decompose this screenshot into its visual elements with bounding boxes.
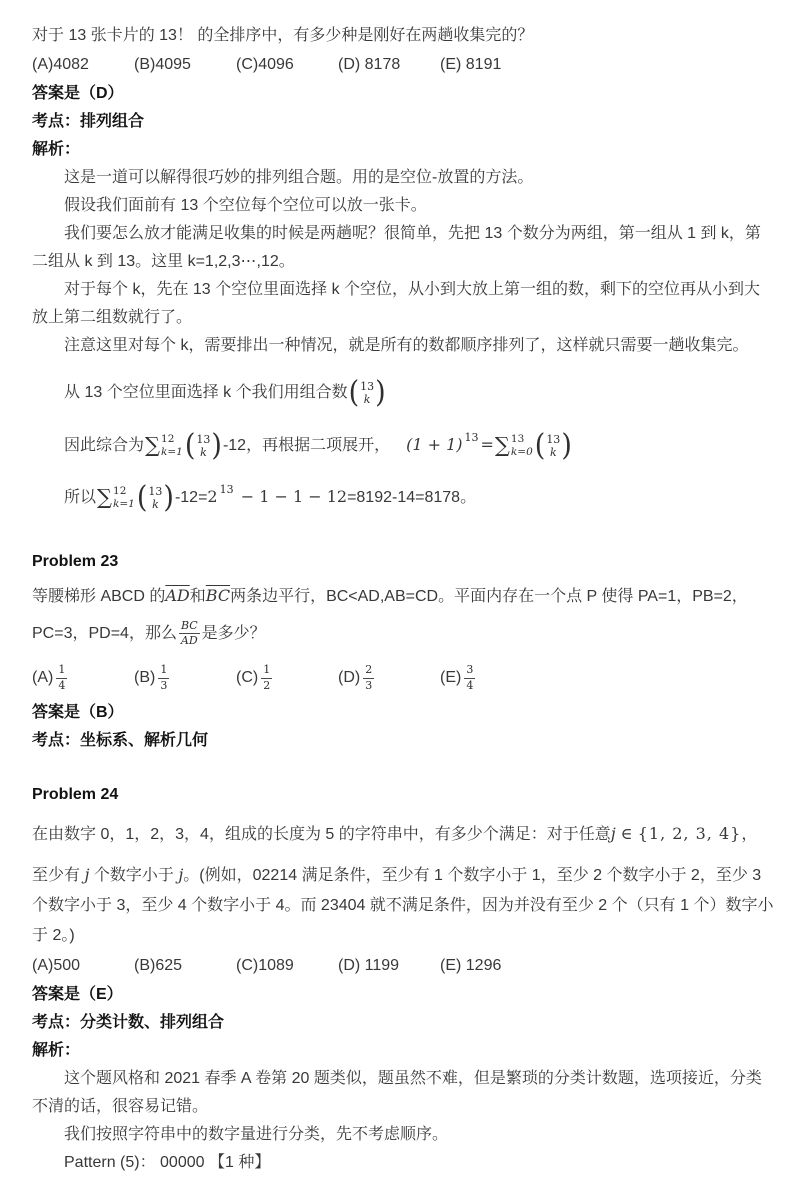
sigma-glyph: ∑ (145, 433, 161, 458)
binomial-stack (147, 485, 163, 511)
fraction-numerator: BC (179, 619, 200, 634)
variable-j: j (178, 865, 184, 884)
question-text: 在由数字 0，1，2，3，4，组成的长度为 5 的字符串中，有多少个满足：对于任意 (32, 826, 611, 843)
binomial-bottom: k (200, 445, 207, 459)
p24-options-row (32, 951, 775, 981)
p22-answer-line: 答案是（D） (32, 85, 124, 102)
exponent: 13 (219, 483, 234, 496)
sum-lower-limit: k=1 (113, 497, 135, 510)
binomial-top: 13 (196, 432, 211, 446)
problem-24-section (32, 781, 775, 1177)
summation-symbol (97, 485, 135, 511)
binomial-expansion-base: (1 + 1) (406, 435, 463, 454)
right-paren: ) (211, 428, 222, 464)
option-fraction (464, 663, 475, 693)
fraction-numerator: 2 (363, 663, 374, 678)
p22-paragraph-3: 我们要怎么放才能满足收集的时候是两趟呢？很简单，先把 13 个数分为两组，第一组从 1 到 k，第二组从 k 到 13。这里 k=1,2,3⋯,12。 (32, 225, 761, 270)
p24-question-line-1 (32, 819, 775, 850)
formula-text: =8192-14=8178。 (347, 489, 477, 506)
ratio-fraction (179, 619, 200, 649)
p23-heading: Problem 23 (32, 553, 119, 570)
p22-formula-2 (64, 422, 775, 470)
fraction-denominator: AD (180, 634, 198, 648)
fraction-denominator: 3 (160, 678, 168, 692)
sum-upper-limit: 13 (510, 432, 525, 445)
summation-symbol (495, 433, 533, 459)
option-label: (D) (338, 669, 361, 686)
sum-upper-limit: 12 (113, 484, 127, 497)
formula-text: 所以 (64, 489, 97, 506)
p24-paragraph-3: Pattern (5)： 00000 【1 种】 (64, 1154, 271, 1171)
p24-paragraph-2: 我们按照字符串中的数字量进行分类，先不考虑顺序。 (64, 1126, 449, 1143)
binomial-top: 13 (546, 432, 561, 446)
p24-option-d: (D) 1199 (338, 957, 400, 974)
question-text: 。(例如，02214 满足条件，至少有 1 个数字小于 1，至少 2 个数字小于 2，至少 3 个数字小于 3，至少 4 个数字小于 4。而 23404 就不满足条件，因为并没有至少 2 个（只有 1 个）数字小于 2。) (32, 867, 774, 944)
p24-option-e: (E) 1296 (440, 957, 502, 974)
option-fraction (363, 663, 374, 693)
p22-question: 对于 13 张卡片的 13！ 的全排序中，有多少种是刚好在两趟收集完的？ (32, 27, 534, 44)
option-label: (B) (134, 669, 156, 686)
option-fraction (261, 663, 272, 693)
p22-topic-line: 考点：排列组合 (32, 113, 145, 130)
option-label: (A) (32, 669, 54, 686)
p22-paragraph-5: 注意这里对每个 k，需要排出一种情况，就是所有的数都顺序排列了，这样就只需要一趟收集完。 (64, 337, 749, 354)
binomial-bottom: k (152, 497, 159, 511)
p23-option-c (236, 663, 338, 693)
p24-question-body (32, 860, 775, 951)
power-base: 2 (207, 487, 218, 506)
binomial-coefficient (184, 428, 222, 464)
sum-lower-limit: k=1 (161, 445, 183, 458)
binomial-coefficient (136, 480, 174, 516)
p22-options-row (32, 50, 775, 80)
formula-text: -12，再根据二项展开， (222, 437, 391, 454)
element-of-symbol: ∈ (615, 824, 638, 843)
sigma-glyph: ∑ (494, 433, 510, 458)
equals-sign: = (480, 435, 494, 454)
p22-paragraph-2: 假设我们面前有 13 个空位每个空位可以放一张卡。 (64, 197, 427, 214)
sigma-glyph: ∑ (97, 485, 113, 510)
p22-paragraph-1: 这是一道可以解得很巧妙的排列组合题。用的是空位-放置的方法。 (64, 169, 534, 186)
question-text: 是多少？ (201, 625, 266, 642)
problem-23-section (32, 548, 775, 755)
formula-text: 从 13 个空位里面选择 k 个我们用组合数 (64, 384, 348, 401)
p23-option-d (338, 663, 440, 693)
p24-heading: Problem 24 (32, 786, 119, 803)
p24-option-b: (B)625 (134, 957, 183, 974)
binomial-top: 13 (360, 379, 375, 393)
p22-option-c: (C)4096 (236, 56, 294, 73)
summation-symbol (145, 433, 183, 459)
p24-paragraph-1: 这个题风格和 2021 春季 A 卷第 20 题类似，题虽然不难，但是繁琐的分类计数题，选项接近，分类不清的话，很容易记错。 (32, 1070, 762, 1115)
binomial-bottom: k (363, 392, 371, 406)
question-text: 两条边平行，BC<AD,AB=CD。平面内存在一个点 P 使得 PA=1，PB=2， (230, 588, 748, 605)
segment-ad-overline: $\overline{AD}$ (165, 586, 190, 605)
binomial-stack (545, 433, 561, 459)
p24-option-a: (A)500 (32, 957, 81, 974)
option-fraction (158, 663, 169, 693)
right-paren: ) (163, 480, 174, 516)
p24-topic-line: 考点：分类计数、排列组合 (32, 1014, 225, 1031)
p24-answer-line: 答案是（E） (32, 986, 123, 1003)
p23-answer-line: 答案是（B） (32, 704, 124, 721)
exponent: 13 (464, 431, 479, 444)
fraction-denominator: 4 (58, 678, 66, 692)
p23-question-line-1 (32, 582, 775, 611)
p24-option-c: (C)1089 (236, 957, 294, 974)
question-text: 至少有 (32, 867, 85, 884)
left-paren: ( (184, 428, 196, 464)
variable-j: j (84, 865, 90, 884)
fraction-denominator: 3 (365, 678, 373, 692)
fraction-numerator: 1 (158, 663, 169, 678)
p22-formula-3 (64, 474, 775, 522)
p23-options-row (32, 663, 775, 693)
p24-analysis-label: 解析： (32, 1042, 81, 1059)
fraction-numerator: 1 (56, 663, 67, 678)
binomial-bottom: k (549, 445, 557, 459)
segment-bc-overline: $\overline{BC}$ (205, 586, 231, 605)
p22-option-a: (A)4082 (32, 56, 89, 73)
formula-text: -12= (174, 489, 208, 506)
question-text: 等腰梯形 ABCD 的 (32, 588, 166, 605)
question-text: 个数字小于 (89, 867, 179, 884)
option-label: (C) (236, 669, 259, 686)
p23-option-b (134, 663, 236, 693)
question-text: 和 (189, 588, 206, 605)
p22-option-b: (B)4095 (134, 56, 191, 73)
p23-option-a (32, 663, 134, 693)
sum-lower-limit: k=0 (510, 445, 533, 458)
binomial-coefficient (534, 428, 572, 464)
set-notation: {1, 2, 3, 4}， (637, 824, 759, 843)
option-label: (E) (440, 669, 462, 686)
formula-text: 因此综合为 (64, 437, 145, 454)
left-paren: ( (348, 375, 360, 411)
document-page (32, 22, 775, 1177)
p22-formula-1 (64, 370, 775, 416)
left-paren: ( (136, 480, 148, 516)
variable-j: j (610, 824, 616, 843)
p23-option-e (440, 663, 542, 693)
fraction-denominator: 2 (263, 678, 271, 692)
summation-limits (511, 433, 533, 459)
summation-limits (161, 433, 183, 459)
sum-upper-limit: 12 (161, 432, 175, 445)
p22-option-d: (D) 8178 (338, 56, 401, 73)
problem-22-section (32, 22, 775, 522)
left-paren: ( (534, 428, 546, 464)
p22-paragraph-4: 对于每个 k，先在 13 个空位里面选择 k 个空位，从小到大放上第一组的数，剩下的空位再从小到大放上第二组数就行了。 (32, 281, 761, 326)
summation-limits (113, 485, 135, 511)
right-paren: ) (561, 428, 572, 464)
p23-question-line-2 (32, 611, 775, 657)
question-text: PC=3，PD=4，那么 (32, 625, 177, 642)
binomial-top: 13 (148, 484, 163, 498)
formula-serif-tail: − 1 − 1 − 12 (235, 487, 348, 506)
binomial-coefficient (348, 375, 386, 411)
p23-topic-line: 考点：坐标系、解析几何 (32, 732, 209, 749)
p22-analysis-label: 解析： (32, 141, 81, 158)
p22-option-e: (E) 8191 (440, 56, 502, 73)
binomial-stack (195, 433, 211, 459)
fraction-denominator: 4 (466, 678, 474, 692)
binomial-stack (359, 380, 375, 406)
fraction-numerator: 3 (464, 663, 475, 678)
option-fraction (56, 663, 67, 693)
right-paren: ) (375, 375, 386, 411)
fraction-numerator: 1 (261, 663, 272, 678)
